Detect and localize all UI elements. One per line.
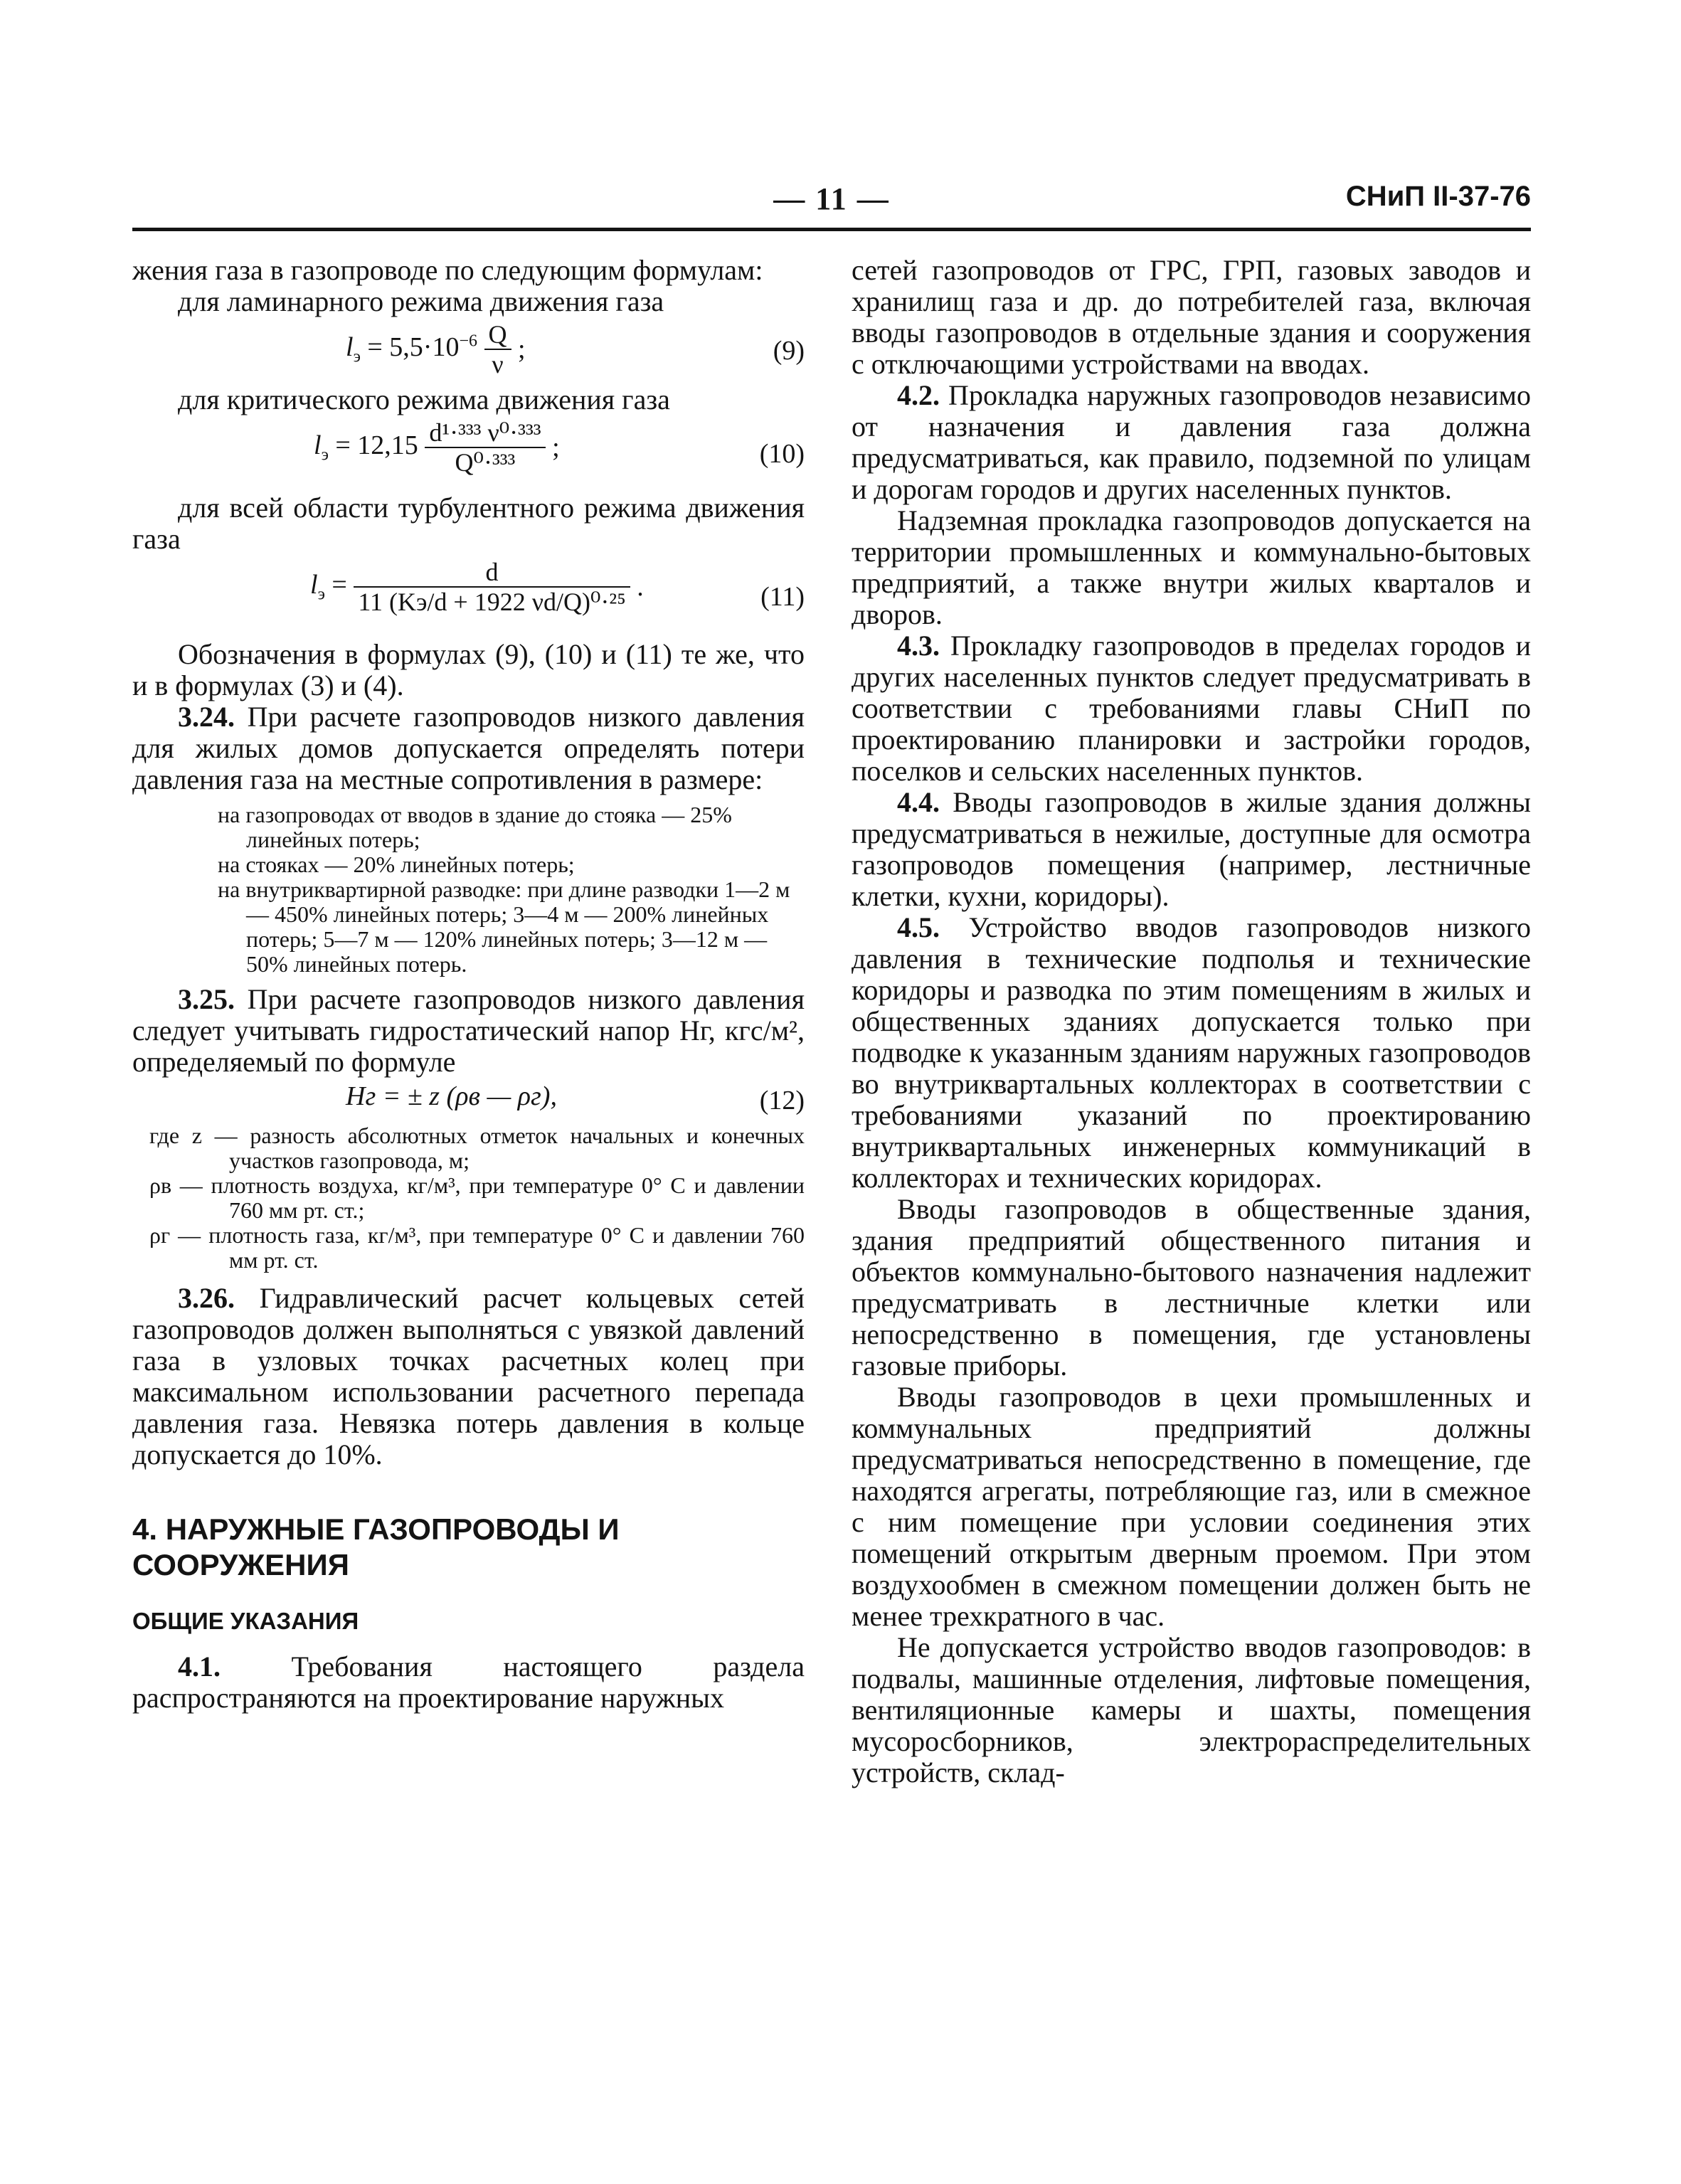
formula-12 [132, 1081, 805, 1120]
paragraph-4-2 [852, 380, 1531, 505]
formula-symbol: l [346, 332, 354, 363]
formula-text: = [324, 570, 347, 600]
paragraph-3-25 [132, 984, 805, 1078]
page-number: — 11 — [773, 181, 890, 216]
fraction-numerator: d¹·³³³ ν⁰·³³³ [425, 418, 545, 448]
header-rule [132, 228, 1531, 231]
paragraph-text: Устройство вводов газопроводов низкого давления в технические подполья и технические коридоры и разводка по этим помещениям в жилых и общественных зданиях допускается только при подводке к указанным зданиям наружных газопроводов во внутриквартальных коллекторах в соответствии с требованиями указаний по проектированию внутриквартальных инженерных коммуникаций в коллекторах и технических коридорах. [852, 911, 1531, 1194]
section-number: 3.24. [178, 701, 235, 733]
section-heading: 4. НАРУЖНЫЕ ГАЗОПРОВОДЫ И СООРУЖЕНИЯ [132, 1512, 620, 1581]
paragraph-text: Вводы газопроводов в жилые здания должны предусматриваться в нежилые, доступные для осмотра газопроводов помещения (например, лестничные клетки, кухни, коридоры). [852, 786, 1531, 912]
formula-exponent: −6 [459, 332, 478, 351]
document-code: СНиП II-37-76 [1345, 181, 1531, 212]
fraction [354, 558, 630, 616]
list-item: на стояках — 20% линейных потерь; [218, 852, 575, 877]
formula-symbol: l [314, 430, 322, 461]
paragraph: для всей области турбулентного режима движения газа [132, 492, 805, 555]
formula-text: = 12,15 [328, 430, 418, 461]
formula-9 [132, 320, 805, 381]
section-number: 4.5. [897, 911, 940, 943]
formula-10 [132, 418, 805, 489]
formula-text: ; [518, 334, 526, 364]
fraction [425, 418, 545, 477]
fraction-denominator: ν [492, 350, 504, 378]
section-number: 4.3. [897, 630, 940, 662]
paragraph-3-24 [132, 701, 805, 795]
paragraph-4-3 [852, 630, 1531, 787]
section-number: 4.2. [897, 379, 940, 411]
paragraph-text: При расчете газопроводов низкого давления для жилых домов допускается определять потери давления газа на местные сопротивления в размере: [132, 701, 805, 795]
paragraph-text: Гидравлический расчет кольцевых сетей газопроводов должен выполняться с увязкой давлений газа в узловых точках расчетных колец при максимальном использовании расчетного перепада давления газа. Невязка потерь давления в кольце допускается до 10%. [132, 1282, 805, 1470]
equation-number: (12) [759, 1086, 805, 1115]
paragraph: жения газа в газопроводе по следующим формулам: [132, 254, 763, 286]
formula-symbol: l [310, 570, 318, 600]
paragraph-3-26 [132, 1283, 805, 1470]
paragraph: для ламинарного режима движения газа [178, 285, 664, 317]
formula-text: = 5,5·10 [360, 332, 460, 363]
formula-text: . [637, 572, 644, 602]
fraction-denominator: 11 (Kэ/d + 1922 νd/Q)⁰·²⁵ [358, 588, 626, 616]
equation-number: (10) [759, 439, 805, 469]
formula-subscript: э [317, 585, 325, 604]
fraction-denominator: Q⁰·³³³ [455, 448, 516, 477]
paragraph: сетей газопроводов от ГРС, ГРП, газовых заводов и хранилищ газа и др. до потребителей газа, включая вводы газопроводов в отдельные здания и сооружения с отключающими устройствами на вводах. [852, 254, 1531, 380]
formula-subscript: э [353, 347, 361, 366]
page-header [132, 178, 1531, 228]
legend-item: где z — разность абсолютных отметок начальных и конечных участков газопровода, м; [149, 1123, 805, 1173]
fraction-numerator: Q [484, 320, 511, 350]
subsection-heading: ОБЩИЕ УКАЗАНИЯ [132, 1608, 359, 1634]
formula-text: Hг = ± z (ρв — ρг), [346, 1081, 557, 1111]
legend-item: ρг — плотность газа, кг/м³, при температуре 0° С и давлении 760 мм рт. ст. [149, 1222, 805, 1273]
paragraph-4-1 [132, 1651, 805, 1714]
paragraph: Не допускается устройство вводов газопроводов: в подвалы, машинные отделения, лифтовые помещения, вентиляционные камеры и шахты, помещения мусоросборников, электрораспределительных устройств, склад- [852, 1631, 1531, 1788]
fraction [484, 320, 511, 378]
list-item: на газопроводах от вводов в здание до стояка — 25% линейных потерь; [218, 802, 732, 852]
paragraph: для критического режима движения газа [178, 383, 670, 415]
paragraph-text: Требования настоящего раздела распространяются на проектирование наружных [132, 1650, 805, 1714]
formula-subscript: э [321, 445, 329, 465]
section-number: 3.26. [178, 1282, 235, 1314]
paragraph-text: Прокладку газопроводов в пределах городов и других населенных пунктов следует предусматривать в соответствии с требованиями главы СНиП по проектированию планировки и застройки городов, поселков и сельских населенных пунктов. [852, 630, 1531, 787]
legend-item: ρв — плотность воздуха, кг/м³, при температуре 0° С и давлении 760 мм рт. ст.; [149, 1172, 805, 1223]
paragraph-4-5 [852, 912, 1531, 1194]
paragraph: Обозначения в формулах (9), (10) и (11) те же, что и в формулах (3) и (4). [132, 638, 805, 701]
formula-11 [132, 558, 805, 636]
paragraph: Вводы газопроводов в общественные здания, здания предприятий общественного питания и объектов коммунально-бытового назначения надлежит предусматривать в лестничные клетки или непосредственно в помещения, где установлены газовые приборы. [852, 1193, 1531, 1382]
equation-number: (11) [760, 582, 805, 612]
right-column [852, 255, 1531, 1788]
paragraph: Надземная прокладка газопроводов допускается на территории промышленных и коммунально-бытовых предприятий, а также внутри жилых кварталов и дворов. [852, 504, 1531, 630]
paragraph-text: Прокладка наружных газопроводов независимо от назначения и давления газа должна предусматриваться, как правило, подземной по улицам и дорогам городов и других населенных пунктов. [852, 379, 1531, 505]
legend-where [132, 1123, 805, 1273]
formula-text: ; [552, 433, 560, 462]
list-item: на внутриквартирной разводке: при длине разводки 1—2 м — 450% линейных потерь; 3—4 м — 200% линейных потерь; 5—7 м — 120% линейных потерь; 3—12 м — 50% линейных потерь. [218, 876, 790, 977]
left-column [132, 255, 805, 1714]
list-3-24 [201, 802, 805, 977]
paragraph-text: При расчете газопроводов низкого давления следует учитывать гидростатический напор Hг, кгс/м², определяемый по формуле [132, 983, 805, 1078]
section-number: 3.25. [178, 983, 235, 1015]
paragraph-4-4 [852, 787, 1531, 912]
section-number: 4.4. [897, 786, 940, 818]
fraction-numerator: d [354, 558, 630, 588]
paragraph: Вводы газопроводов в цехи промышленных и коммунальных предприятий должны предусматриваться непосредственно в помещение, где находятся агрегаты, потребляющие газ, или в смежное с ним помещение при условии соединения этих помещений открытым дверным проемом. При этом воздухообмен в смежном помещении должен быть не менее трехкратного в час. [852, 1381, 1531, 1632]
equation-number: (9) [773, 336, 805, 366]
section-number: 4.1. [178, 1650, 221, 1682]
